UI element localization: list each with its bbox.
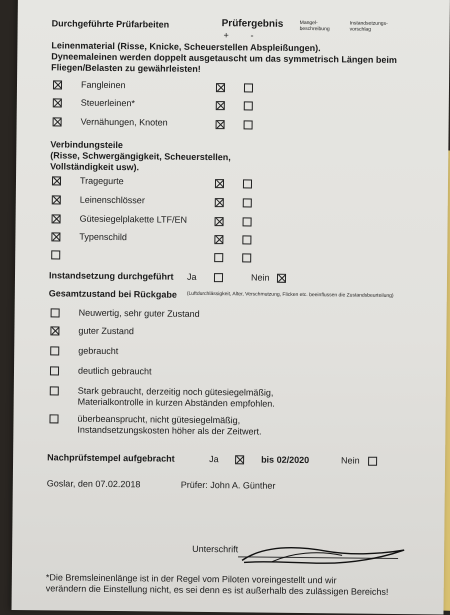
minus-steuerleinen[interactable] — [244, 101, 253, 110]
condition-stark-checkbox[interactable] — [50, 386, 59, 395]
check-guetesiegelplakette[interactable] — [52, 214, 61, 223]
minus-vernaehungen[interactable] — [244, 120, 253, 129]
label-fangleinen: Fangleinen — [80, 79, 126, 91]
plus-guetesiegelplakette[interactable] — [215, 217, 224, 226]
stamp-nein-label: Nein — [341, 455, 360, 466]
condition-gut-label: guter Zustand — [78, 325, 135, 337]
stamp-ja-checkbox[interactable] — [235, 455, 244, 464]
footnote-line-2: verändern die Einstellung nicht, es sei denn es ist außerhalb des zulässigen Bereichs! — [45, 583, 389, 597]
repair-ja-label: Ja — [186, 271, 197, 282]
condition-ueberbeansprucht-label-2: Instandsetzungskosten höher als der Zeitwert. — [77, 424, 262, 437]
condition-ueberbeansprucht-label-1: überbeansprucht, nicht gütesiegelmäßig, — [77, 413, 241, 426]
condition-stark-label-2: Materialkontrolle in kurzen Abständen empfohlen. — [77, 396, 275, 409]
plus-typenschild[interactable] — [214, 235, 223, 244]
condition-neuwertig-checkbox[interactable] — [51, 308, 60, 317]
repair-nein-checkbox[interactable] — [277, 274, 286, 283]
header-work-done: Durchgeführte Prüfarbeiten — [51, 18, 170, 30]
overall-note: (Luftdurchlässigkeit, Alter, Verschmutzung, Flicken etc. beeinflussen die Zustandsbeurteilung) — [186, 290, 394, 299]
header-repair-proposal: Instandsetzungs- vorschlag — [349, 20, 388, 33]
condition-neuwertig-label: Neuwertig, sehr guter Zustand — [78, 307, 200, 319]
overall-heading: Gesamtzustand bei Rückgabe — [48, 288, 177, 300]
condition-deutlich-checkbox[interactable] — [50, 366, 59, 375]
inspection-form-sheet — [12, 0, 450, 614]
plus-fangleinen[interactable] — [216, 83, 225, 92]
stamp-label: Nachprüfstempel aufgebracht — [47, 452, 175, 464]
check-fangleinen[interactable] — [53, 80, 62, 89]
handwritten-signature — [232, 540, 412, 572]
label-steuerleinen: Steuerleinen* — [80, 97, 135, 109]
examiner-name: Prüfer: John A. Günther — [180, 479, 276, 491]
signature-label: Unterschrift — [192, 543, 239, 555]
minus-blank-row[interactable] — [242, 253, 251, 262]
condition-gut-checkbox[interactable] — [50, 326, 59, 335]
header-defect-description: Mangel- beschreibung — [299, 19, 330, 33]
connectors-heading-3: Vollständigkeit usw). — [50, 161, 140, 173]
lines-heading-3: Fliegen/Belasten zu gewährleisten! — [51, 62, 201, 74]
minus-typenschild[interactable] — [242, 235, 251, 244]
plus-tragegurte[interactable] — [215, 179, 224, 188]
place-date: Goslar, den 07.02.2018 — [46, 478, 141, 490]
label-vernaehungen: Vernähungen, Knoten — [80, 116, 168, 128]
repair-label: Instandsetzung durchgeführt — [48, 270, 174, 282]
minus-tragegurte[interactable] — [243, 179, 252, 188]
check-vernaehungen[interactable] — [53, 117, 62, 126]
condition-stark-label-1: Stark gebraucht, derzeitig noch gütesiegelmäßig, — [77, 385, 274, 398]
minus-leinenschloesser[interactable] — [243, 198, 252, 207]
footnote-line-1: *Die Bremsleinenlänge ist in der Regel vom Piloten voreingestellt und wir — [45, 572, 337, 586]
check-steuerleinen[interactable] — [53, 98, 62, 107]
check-tragegurte[interactable] — [52, 176, 61, 185]
header-result: Prüfergebnis — [221, 18, 284, 30]
condition-gebraucht-label: gebraucht — [78, 345, 119, 357]
minus-fangleinen[interactable] — [244, 83, 253, 92]
plus-steuerleinen[interactable] — [216, 101, 225, 110]
repair-nein-label: Nein — [250, 272, 270, 283]
stamp-nein-checkbox[interactable] — [368, 457, 377, 466]
condition-gebraucht-checkbox[interactable] — [50, 346, 59, 355]
plus-blank-row[interactable] — [214, 253, 223, 262]
plus-leinenschloesser[interactable] — [215, 198, 224, 207]
connectors-heading-1: Verbindungsteile — [50, 139, 123, 151]
label-tragegurte: Tragegurte — [79, 175, 124, 187]
lines-heading-1: Leinenmaterial (Risse, Knicke, Scheuerstellen Abspleißungen). — [51, 40, 321, 54]
header-plus: + — [223, 30, 229, 41]
connectors-heading-2: (Risse, Schwergängigkeit, Scheuerstellen, — [50, 150, 231, 163]
check-typenschild[interactable] — [51, 232, 60, 241]
check-blank-row[interactable] — [51, 250, 60, 259]
condition-ueberbeansprucht-checkbox[interactable] — [49, 414, 58, 423]
stamp-ja-label: Ja — [209, 454, 219, 465]
stamp-until: bis 02/2020 — [261, 454, 310, 466]
condition-deutlich-label: deutlich gebraucht — [77, 365, 152, 377]
minus-guetesiegelplakette[interactable] — [243, 217, 252, 226]
check-leinenschloesser[interactable] — [52, 195, 61, 204]
lines-heading-2: Dyneemaleinen werden doppelt ausgetauscht um das symmetrisch Längen beim — [51, 51, 397, 65]
label-typenschild: Typenschild — [79, 231, 128, 243]
plus-vernaehungen[interactable] — [216, 120, 225, 129]
repair-ja-checkbox[interactable] — [214, 273, 223, 282]
header-minus: - — [250, 30, 254, 41]
label-guetesiegelplakette: Gütesiegelplakette LTF/EN — [79, 213, 188, 225]
label-leinenschloesser: Leinenschlösser — [79, 194, 145, 206]
